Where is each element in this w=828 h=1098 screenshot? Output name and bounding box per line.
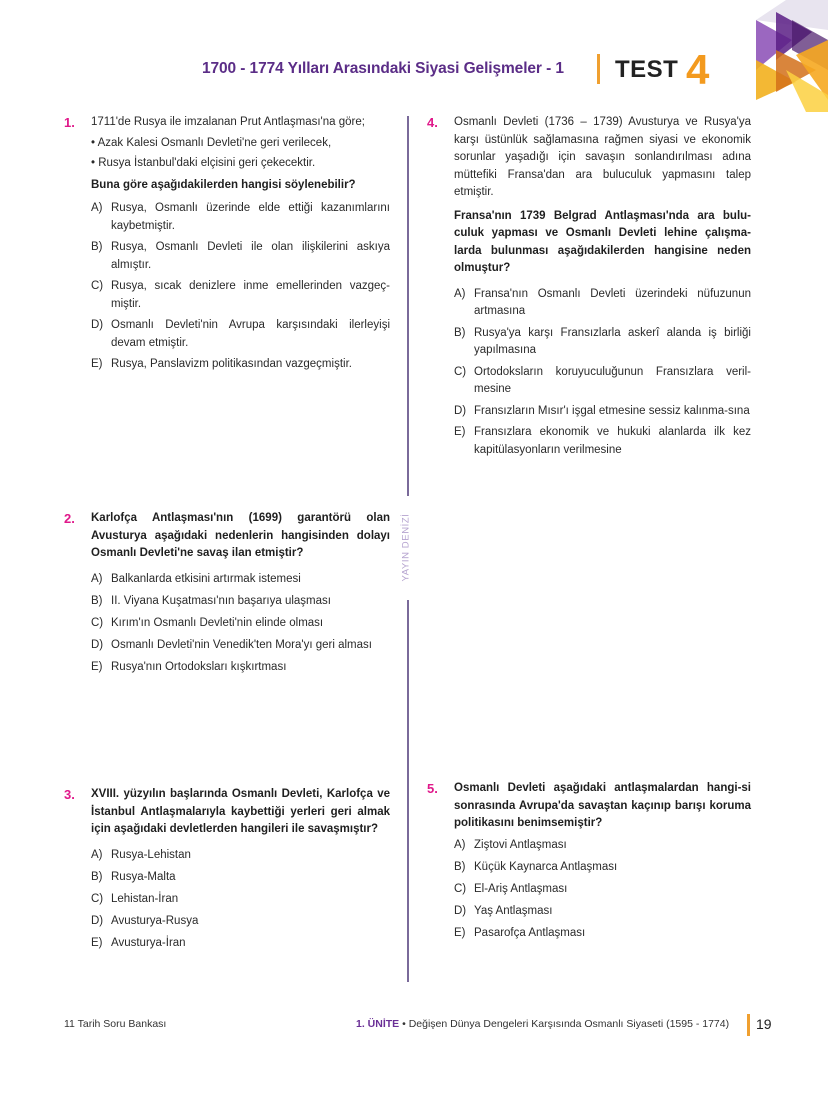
question-number: 1.: [64, 115, 75, 130]
column-divider-bottom: [407, 600, 409, 982]
question-stem: XVIII. yüzyılın başlarında Osmanlı Devleti, Karlofça ve İstanbul Antlaşmalarıyla kaybettiği yerleri geri almak için aşağıdaki devletlerden hangileri ile savaşmıştır?: [91, 788, 390, 835]
answer-option-d[interactable]: D) Osmanlı Devleti'nin Avrupa karşısındaki ilerleyişi devam etmiştir.: [91, 319, 390, 349]
page-number: 19: [756, 1016, 772, 1032]
question-number: 4.: [427, 115, 438, 130]
answer-option-a[interactable]: A) Ziştovi Antlaşması: [454, 838, 567, 851]
book-title: 11 Tarih Soru Bankası: [64, 1018, 167, 1030]
question-4: [427, 114, 751, 463]
header-divider: [597, 54, 600, 84]
answer-option-c[interactable]: C) Lehistan-İran: [91, 892, 179, 905]
question-1: [64, 114, 390, 378]
answer-option-b[interactable]: B) II. Viyana Kuşatması'nın başarıya ulaşması: [91, 594, 331, 607]
answer-option-a[interactable]: A) Rusya, Osmanlı üzerinde elde ettiği kazanımlarını kaybetmiştir.: [91, 202, 390, 232]
question-stem: Karlofça Antlaşması'nın (1699) garantörü olan Avusturya aşağıdaki nedenlerin hangisinden dolayı Osmanlı Devleti'ne savaş ilan etmiştir?: [91, 512, 390, 559]
question-3: [64, 786, 390, 957]
question-stem: Osmanlı Devleti (1736 – 1739) Avusturya ve Rusya'ya karşı üstünlük sağlamasına rağmen siyasi ve ekonomik sorunlar yaşadığı için savaşın sonlandırılması adına müttefiki Fransa'dan ara buluculuk yapmasını talep etmiştir.: [454, 116, 751, 198]
chapter-title: • Değişen Dünya Dengeleri Karşısında Osmanlı Siyaseti (1595 - 1774): [399, 1018, 730, 1030]
question-bullet: • Azak Kalesi Osmanlı Devleti'ne geri verilecek,: [91, 136, 332, 149]
unit-label: 1. ÜNİTE: [356, 1018, 400, 1030]
column-divider-top: [407, 116, 409, 496]
page-header: [0, 46, 828, 94]
question-prompt: Buna göre aşağıdakilerden hangisi söylenebilir?: [91, 178, 356, 191]
question-stem: Osmanlı Devleti aşağıdaki antlaşmalardan hangi-si sonrasında Avrupa'da savaştan kaçınıp barışı koruma politikasını benimsemiştir?: [454, 782, 751, 829]
answer-option-a[interactable]: A) Fransa'nın Osmanlı Devleti üzerindeki nüfuzunun artmasına: [454, 287, 751, 317]
answer-option-d[interactable]: D) Osmanlı Devleti'nin Venedik'ten Mora'yı geri alması: [91, 638, 372, 651]
answer-option-d[interactable]: D) Yaş Antlaşması: [454, 904, 553, 917]
question-number: 5.: [427, 781, 438, 796]
answer-option-e[interactable]: E) Pasarofça Antlaşması: [454, 926, 586, 939]
question-number: 3.: [64, 787, 75, 802]
answer-option-b[interactable]: B) Rusya, Osmanlı Devleti ile olan ilişkilerini askıya almıştır.: [91, 241, 390, 271]
answer-option-b[interactable]: B) Küçük Kaynarca Antlaşması: [454, 860, 618, 873]
answer-option-e[interactable]: E) Rusya, Panslavizm politikasından vazgeçmiştir.: [91, 358, 352, 370]
answer-option-e[interactable]: E) Avusturya-İran: [91, 936, 186, 949]
answer-option-e[interactable]: E) Fransızlara ekonomik ve hukuki alanlarda ilk kez kapitülasyonların verilmesine: [454, 426, 751, 456]
page-title: 1700 - 1774 Yılları Arasındaki Siyasi Gelişmeler - 1: [202, 60, 564, 77]
answer-option-c[interactable]: C) Ortodoksların koruyuculuğunun Fransızlara veril-mesine: [454, 365, 751, 395]
answer-option-b[interactable]: B) Rusya'ya karşı Fransızlarla askerî alanda iş birliği yapılmasına: [454, 326, 751, 356]
footer-divider: [747, 1014, 750, 1036]
answer-option-e[interactable]: E) Rusya'nın Ortodoksları kışkırtması: [91, 660, 287, 673]
answer-option-c[interactable]: C) Rusya, sıcak denizlere inme emellerinden vazgeç-miştir.: [91, 280, 390, 310]
answer-option-b[interactable]: B) Rusya-Malta: [91, 870, 176, 883]
answer-option-c[interactable]: C) El-Ariş Antlaşması: [454, 882, 568, 895]
question-bullet: • Rusya İstanbul'daki elçisini geri çekecektir.: [91, 157, 316, 169]
answer-option-d[interactable]: D) Fransızların Mısır'ı işgal etmesine sessiz kalınma-sına: [454, 404, 750, 417]
answer-option-a[interactable]: A) Balkanlarda etkisini artırmak istemesi: [91, 572, 301, 585]
page-footer: [0, 1014, 828, 1034]
unit-info: [356, 1018, 729, 1030]
question-prompt: Fransa'nın 1739 Belgrad Antlaşması'nda ara bulu-culuk yapması ve Osmanlı Devleti lehine çalışma-larda bulunması aşağıdakilerden hangisine neden olmuştur?: [454, 209, 751, 274]
question-stem: 1711'de Rusya ile imzalanan Prut Antlaşması'na göre;: [91, 116, 365, 128]
publisher-watermark: YAYIN DENİZİ: [400, 513, 412, 582]
answer-option-a[interactable]: A) Rusya-Lehistan: [91, 848, 191, 861]
test-number: 4: [686, 46, 710, 93]
question-number: 2.: [64, 511, 75, 526]
question-2: [64, 510, 390, 681]
question-5: [427, 780, 751, 947]
answer-option-d[interactable]: D) Avusturya-Rusya: [91, 914, 199, 927]
test-label: TEST: [615, 56, 679, 83]
answer-option-c[interactable]: C) Kırım'ın Osmanlı Devleti'nin elinde olması: [91, 616, 324, 629]
